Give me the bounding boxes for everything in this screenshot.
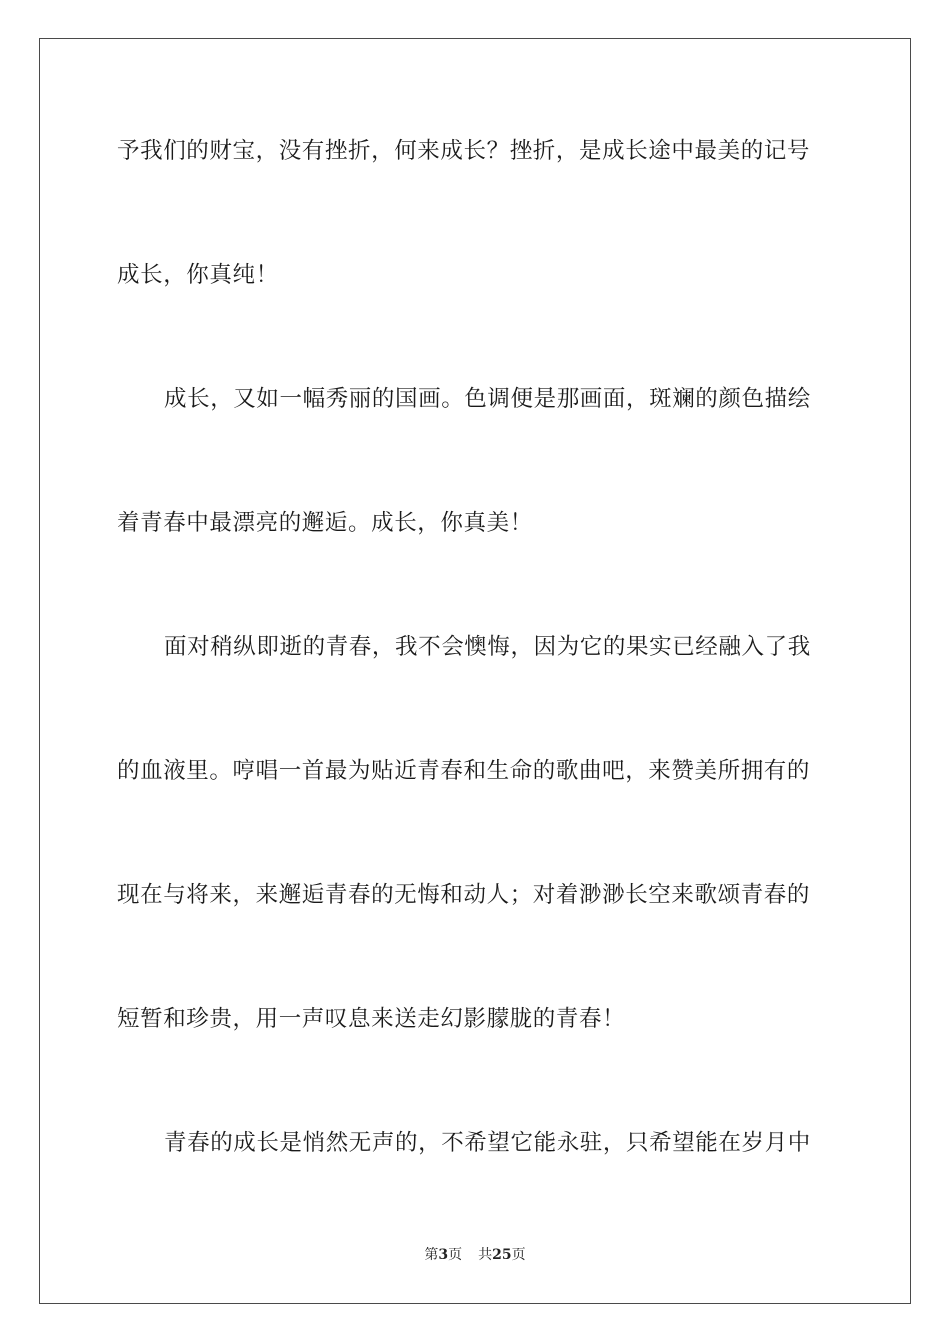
- text-line-1: 予我们的财宝，没有挫折，何来成长？挫折，是成长途中最美的记号: [117, 138, 811, 164]
- paragraph-start-silent-growth: 青春的成长是悄然无声的，不希望它能永驻，只希望能在岁月中: [164, 1130, 811, 1156]
- page-border: [39, 38, 911, 1304]
- page-prefix: 第: [424, 1247, 439, 1263]
- text-line-6: 的血液里。哼唱一首最为贴近青春和生命的歌曲吧，来赞美所拥有的: [117, 758, 811, 784]
- paragraph-start-growth-painting: 成长，又如一幅秀丽的国画。色调便是那画面，斑斓的颜色描绘: [164, 386, 811, 412]
- total-page-count: 25: [492, 1247, 512, 1263]
- text-line-8: 短暂和珍贵，用一声叹息来送走幻影朦胧的青春！: [117, 1006, 626, 1032]
- text-line-7: 现在与将来，来邂逅青春的无悔和动人；对着渺渺长空来歌颂青春的: [117, 882, 811, 908]
- paragraph-start-fleeting-youth: 面对稍纵即逝的青春，我不会懊悔，因为它的果实已经融入了我: [164, 634, 811, 660]
- page-number-footer: [0, 1245, 950, 1265]
- text-line-2: 成长，你真纯！: [117, 262, 279, 288]
- total-suffix: 页: [511, 1247, 526, 1263]
- total-prefix: 共: [478, 1247, 493, 1263]
- text-line-4: 着青春中最漂亮的邂逅。成长，你真美！: [117, 510, 533, 536]
- page-suffix: 页: [448, 1247, 463, 1263]
- current-page-number: 3: [438, 1247, 449, 1263]
